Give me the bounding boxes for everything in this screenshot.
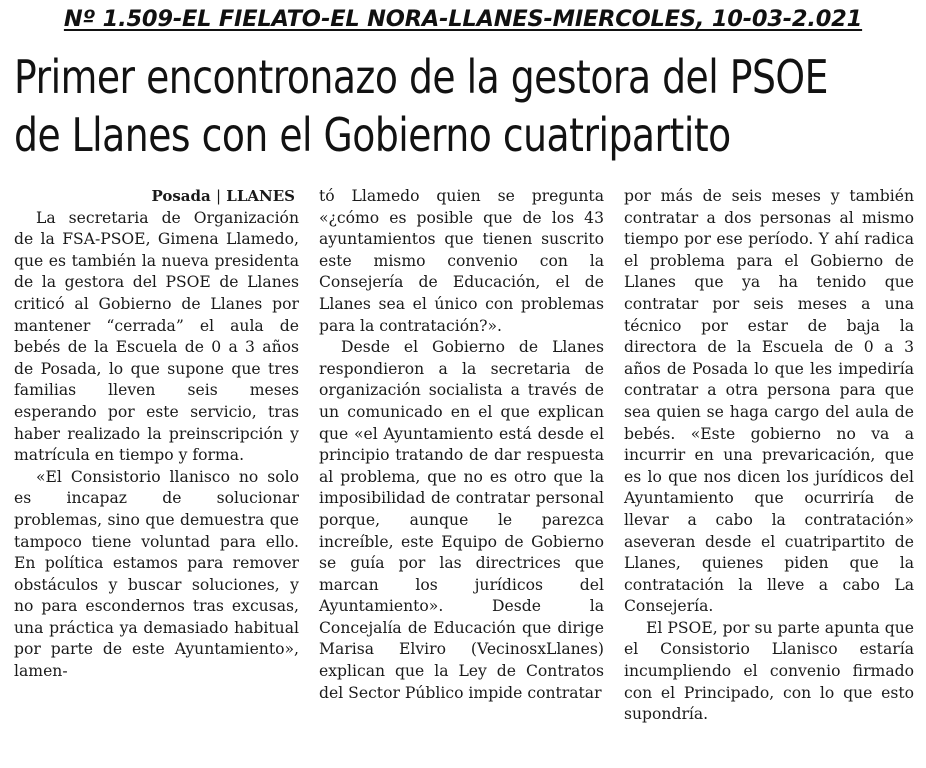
masthead-text: Nº 1.509-EL FIELATO-EL NORA-LLANES-MIERCOLES, 10-03-2.021 (63, 6, 863, 32)
article-column-3 (624, 186, 914, 726)
article-paragraph: tó Llamedo quien se pregunta «¿cómo es posible que de los 43 ayuntamientos que tienen suscrito este mismo convenio con la Consejería de Educación, el de Llanes sea el único con problemas para la contratación?». (319, 187, 604, 335)
byline (14, 186, 295, 208)
article-paragraph: por más de seis meses y también contratar a dos personas al mismo tiempo por ese período. Y ahí radica el problema para el Gobierno de Llanes que ya ha tenido que contratar por seis meses a una técnico por estar de baja la directora de la Escuela de 0 a 3 años de Posada lo que les impediría contratar a otra persona para que sea quien se haga cargo del aula de bebés. «Este gobierno no va a incurrir en una prevaricación, que es lo que nos dicen los jurídicos del Ayuntamiento que ocurriría de llevar a cabo la contratación» aseveran desde el cuatripartito de Llanes, quienes piden que la contratación la lleve a cabo La Consejería. (624, 187, 914, 616)
masthead (0, 6, 926, 32)
headline-line-2: de Llanes con el Gobierno cuatripartito (14, 108, 731, 163)
article-column-1 (14, 186, 299, 683)
article-paragraph: Desde el Gobierno de Llanes respondieron a la secretaria de organización socialista a través de un comunicado en el que explican que «el Ayuntamiento está desde el principio tratando de dar respuesta al problema, que no es otro que la imposibilidad de contratar personal porque, aunque le parezca increíble, este Equipo de Gobierno se guía por las directrices que marcan los jurídicos del Ayuntamiento». Desde la Concejalía de Educación que dirige Marisa Elviro (VecinosxLlanes) explican que la Ley de Contratos del Sector Público impide contratar (319, 338, 604, 702)
article-column-2 (319, 186, 604, 704)
headline-line-1: Primer encontronazo de la gestora del PSOE (14, 50, 828, 104)
byline-location: LLANES (226, 187, 295, 205)
article-paragraph: El PSOE, por su parte apunta que el Consistorio Llanisco estaría incumpliendo el convenio firmado con el Principado, con lo que esto supondría. (624, 618, 914, 724)
headline (14, 48, 916, 165)
article-paragraph: La secretaria de Organización de la FSA-PSOE, Gimena Llamedo, que es también la nueva presidenta de la gestora del PSOE de Llanes criticó al Gobierno de Llanes por mantener “cerrada” el aula de bebés de la Escuela de 0 a 3 años de Posada, lo que supone que tres familias lleven seis meses esperando por este servicio, tras haber realizado la preinscripción y matrícula en tiempo y forma. (14, 208, 299, 465)
byline-separator: | (215, 187, 222, 205)
byline-place: Posada (151, 187, 211, 205)
article-paragraph: «El Consistorio llanisco no solo es incapaz de solucionar problemas, sino que demuestra que tampoco tiene voluntad para ello. En política estamos para remover obstáculos y buscar soluciones, y no para escondernos tras excusas, una práctica ya demasiado habitual por parte de este Ayuntamiento», lamen- (14, 467, 299, 681)
